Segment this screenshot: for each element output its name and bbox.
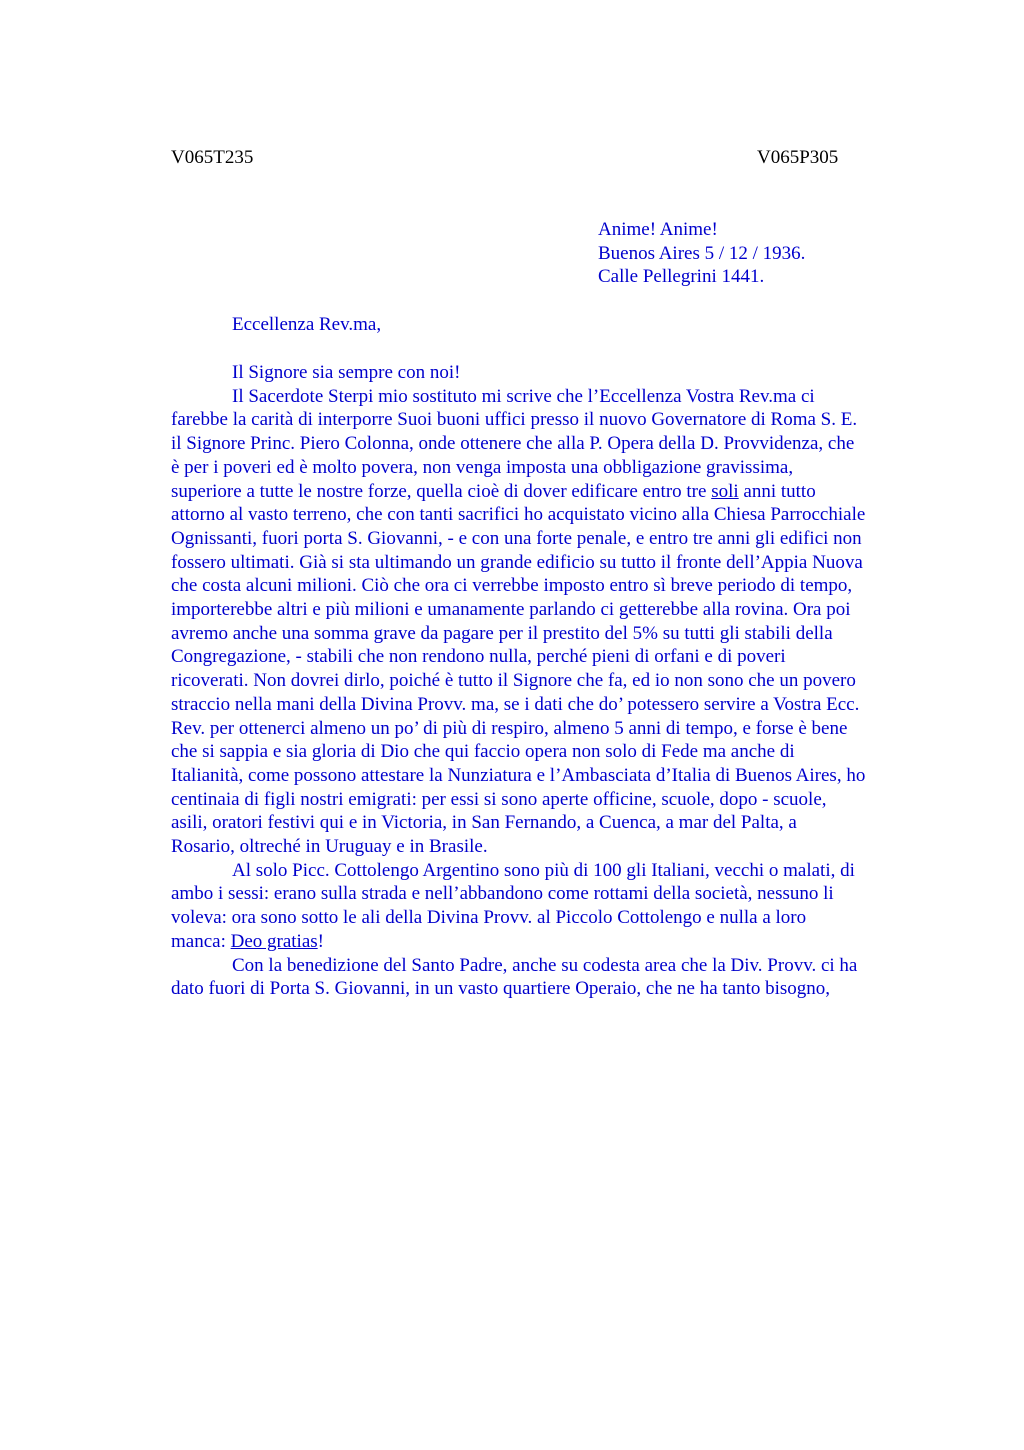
body-line: ambo i sessi: erano sulla strada e nell’abbandono come rottami della società, nessuno li (171, 883, 834, 905)
body-line: che costa alcuni milioni. Ciò che ora ci verrebbe imposto entro sì breve periodo di tempo, (171, 575, 853, 597)
header-motto: Anime! Anime! (598, 219, 718, 240)
letter-body (171, 361, 929, 1001)
body-line (171, 930, 929, 954)
body-line: Rosario, oltreché in Uruguay e in Brasile. (171, 836, 488, 858)
body-line: farebbe la carità di interporre Suoi buoni uffici presso il nuovo Governatore di Roma S. E. (171, 409, 858, 431)
text-segment: superiore a tutte le nostre forze, quella cioè di dover edificare entro tre (171, 480, 712, 502)
body-line: centinaia di figli nostri emigrati: per essi si sono aperte officine, scuole, dopo - scuole, (171, 788, 827, 810)
body-line: dato fuori di Porta S. Giovanni, in un vasto quartiere Operaio, che ne ha tanto bisogno, (171, 978, 831, 1000)
body-line: è per i poveri ed è molto povera, non venga imposta una obbligazione gravissima, (171, 456, 794, 478)
body-line: Rev. per ottenerci almeno un po’ di più di respiro, almeno 5 anni di tempo, e forse è bene (171, 717, 848, 739)
body-line: il Signore Princ. Piero Colonna, onde ottenere che alla P. Opera della D. Provvidenza, che (171, 433, 855, 455)
body-line: ricoverati. Non dovrei dirlo, poiché è tutto il Signore che fa, ed io non sono che un povero (171, 670, 856, 692)
body-line: attorno al vasto terreno, che con tanti sacrifici ho acquistato vicino alla Chiesa Parrocchiale (171, 504, 866, 526)
salutation: Eccellenza Rev.ma, (232, 314, 382, 335)
text-segment: manca: (171, 930, 231, 952)
text-segment: ! (317, 930, 324, 952)
body-line: che si sappia e sia gloria di Dio che qui faccio opera non solo di Fede ma anche di (171, 741, 795, 763)
document-code-right: V065P305 (757, 147, 839, 168)
underlined-phrase: Deo gratias (230, 930, 318, 952)
body-line (171, 480, 929, 504)
header-place-date: Buenos Aires 5 / 12 / 1936. (598, 242, 806, 264)
text-segment: anni tutto (738, 480, 816, 502)
body-line: asili, oratori festivi qui e in Victoria, in San Fernando, a Cuenca, a mar del Palta, a (171, 812, 797, 834)
body-line: Al solo Picc. Cottolengo Argentino sono più di 100 gli Italiani, vecchi o malati, di (232, 859, 855, 881)
body-line: Il Sacerdote Sterpi mio sostituto mi scrive che l’Eccellenza Vostra Rev.ma ci (232, 385, 815, 407)
body-line: Congregazione, - stabili che non rendono nulla, perché pieni di orfani e di poveri (171, 646, 786, 668)
body-line: voleva: ora sono sotto le ali della Divina Provv. al Piccolo Cottolengo e nulla a loro (171, 907, 807, 929)
body-line: importerebbe altri e più milioni e umanamente parlando ci getterebbe alla rovina. Ora poi (171, 599, 851, 621)
body-line: Con la benedizione del Santo Padre, anche su codesta area che la Div. Provv. ci ha (232, 954, 858, 976)
header-address: Calle Pellegrini 1441. (598, 266, 765, 288)
underlined-word: soli (711, 480, 739, 502)
body-line: avremo anche una somma grave da pagare per il prestito del 5% su tutti gli stabili della (171, 622, 833, 644)
body-line: Italianità, come possono attestare la Nunziatura e l’Ambasciata d’Italia di Buenos Aires, ho (171, 764, 866, 786)
body-line: straccio nella mani della Divina Provv. ma, se i dati che do’ potessero servire a Vostra Ecc. (171, 693, 860, 715)
body-line: fossero ultimati. Già si sta ultimando un grande edificio su tutto il fronte dell’Appia Nuova (171, 551, 863, 573)
body-line: Ognissanti, fuori porta S. Giovanni, - e con una forte penale, e entro tre anni gli edifici non (171, 527, 862, 549)
document-code-left: V065T235 (171, 147, 254, 168)
letter-header (598, 218, 805, 289)
greeting-line: Il Signore sia sempre con noi! (232, 362, 461, 383)
